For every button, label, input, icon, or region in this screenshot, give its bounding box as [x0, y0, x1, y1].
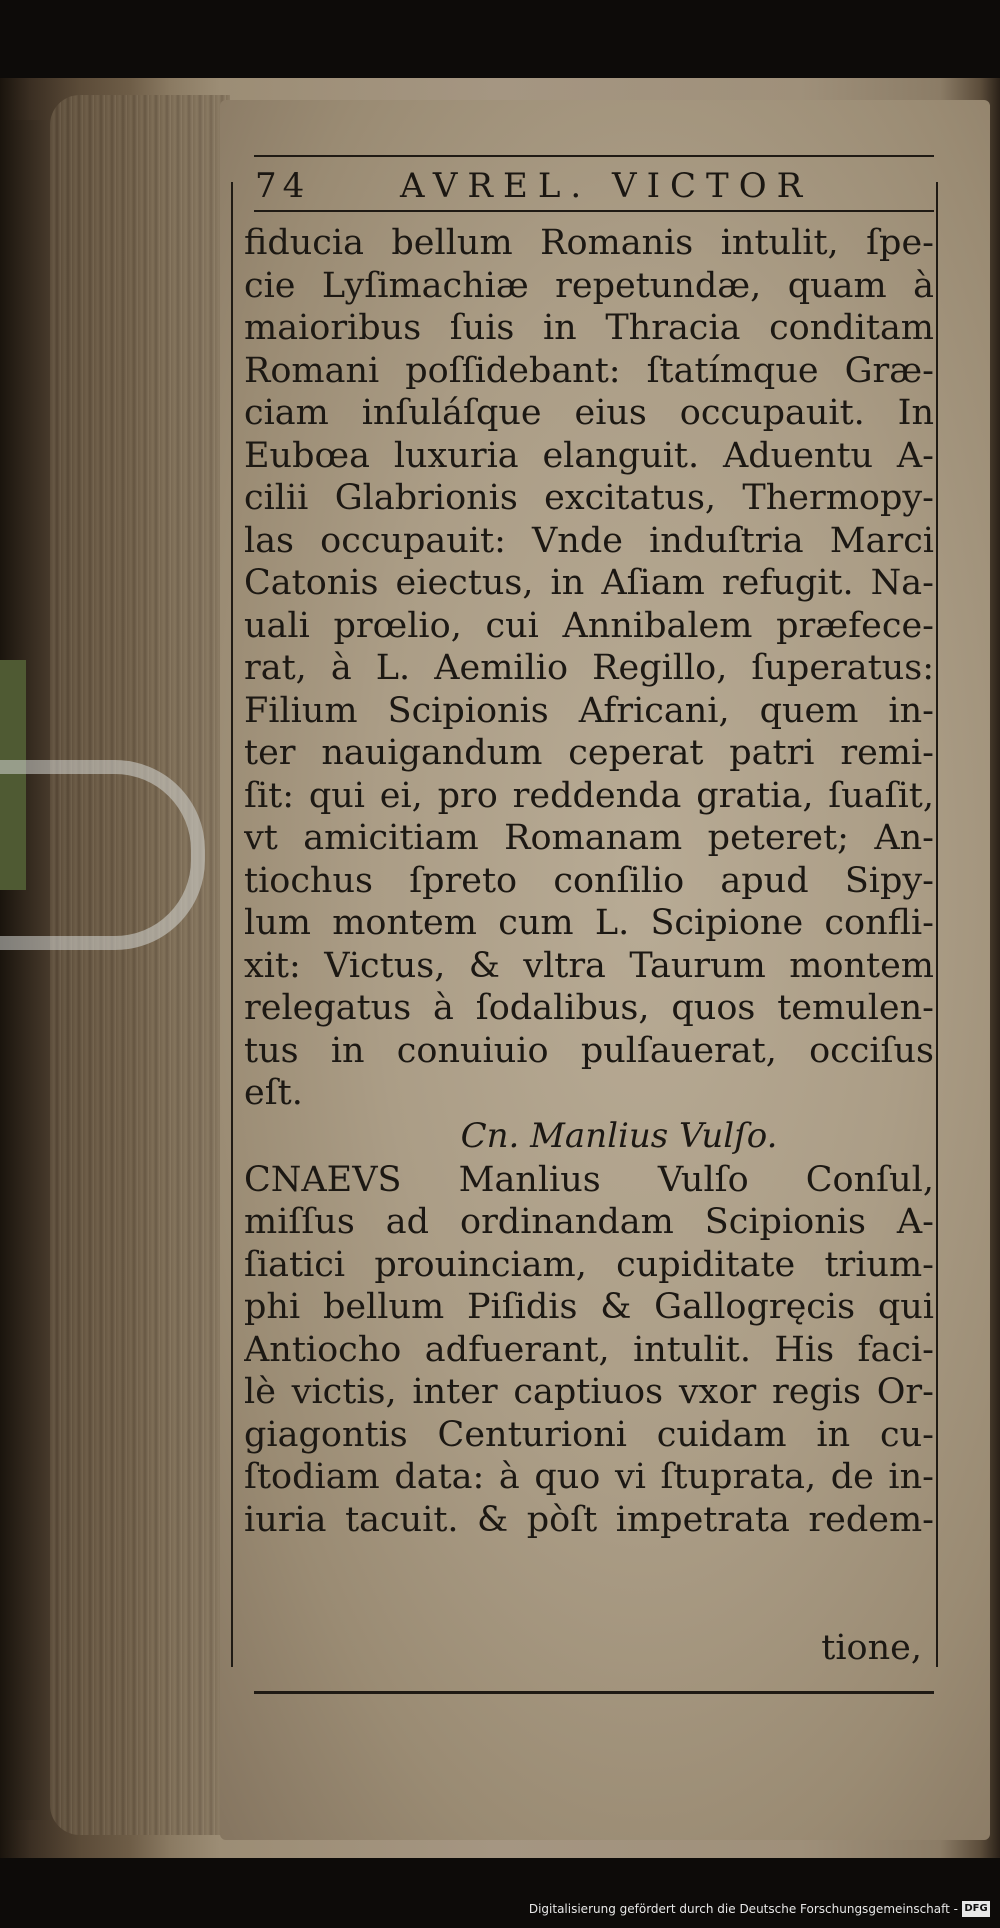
text-line: Antiocho adfuerant, intulit. His faci- [244, 1329, 934, 1370]
text-line: phi bellum Piſidis & Gallogręcis qui [244, 1287, 934, 1327]
text-line: ſiatici prouinciam, cupiditate trium- [244, 1244, 934, 1285]
text-line: rat, à L. Aemilio Regillo, ſuperatus: [244, 648, 934, 688]
text-line: miſſus ad ordinandam Scipionis A- [244, 1202, 934, 1242]
text-line: Filium Scipionis Africani, quem in- [244, 690, 934, 731]
text-line: lum montem cum L. Scipione confli- [244, 903, 934, 943]
text-line: ciam inſuláſque eius occupauit. In [244, 393, 934, 433]
running-title: AVREL. VICTOR [400, 166, 813, 206]
page-header [255, 166, 895, 210]
transparent-clip [0, 760, 205, 950]
bottom-rule [254, 1691, 934, 1694]
funding-credit: Digitalisierung gefördert durch die Deutsche Forschungsgemeinschaft - [528, 1902, 958, 1916]
text-line: lè victis, inter captiuos vxor regis Or- [244, 1372, 934, 1412]
header-rule [254, 210, 934, 212]
top-rule [254, 155, 934, 157]
text-line: Catonis eiectus, in Aſiam refugit. Na- [244, 563, 934, 603]
text-line: Romani poſſidebant: ſtatímque Græ- [244, 350, 934, 391]
text-line: las occupauit: Vnde induſtria Marci [244, 520, 934, 561]
text-line: ter nauigandum ceperat patri remi- [244, 733, 934, 773]
text-line: ſtodiam data: à quo vi ſtuprata, de in- [244, 1457, 934, 1497]
body-text [244, 222, 934, 1541]
text-line: ſit: qui ei, pro reddenda gratia, ſuaſit, [244, 775, 934, 816]
text-line: relegatus à ſodalibus, quos temulen- [244, 988, 934, 1028]
text-line: xit: Victus, & vltra Taurum montem [244, 945, 934, 986]
text-line: fiducia bellum Romanis intulit, ſpe- [244, 223, 934, 263]
text-line: tiochus ſpreto conſilio apud Sipy- [244, 860, 934, 901]
dfg-logo-icon: DFG [962, 1901, 990, 1917]
page-number: 74 [255, 166, 311, 206]
text-line: iuria tacuit. & pòſt impetrata redem- [244, 1499, 934, 1540]
text-line: eſt. [244, 1073, 303, 1113]
catchword: tione, [821, 1628, 922, 1668]
text-line: giagontis Centurioni cuidam in cu- [244, 1414, 934, 1455]
text-line: vt amicitiam Romanam peteret; An- [244, 818, 934, 858]
section-heading: Cn. Manlius Vulſo. [460, 1115, 778, 1156]
text-line: cie Lyſimachiæ repetundæ, quam à [244, 265, 934, 306]
footer-bar [0, 1898, 1000, 1928]
text-line: tus in conuiuio pulſauerat, occiſus [244, 1030, 934, 1071]
book-binding-edge [0, 120, 55, 1820]
text-line: maioribus ſuis in Thracia conditam [244, 308, 934, 348]
right-frame-rule [936, 182, 938, 1667]
text-line: Eubœa luxuria elanguit. Aduentu A- [244, 435, 934, 476]
text-line: CNAEVS Manlius Vulſo Conſul, [244, 1159, 934, 1200]
text-line: cilii Glabrionis excitatus, Thermopy- [244, 478, 934, 518]
text-line: uali prœlio, cui Annibalem præfece- [244, 605, 934, 646]
page-edges [50, 95, 230, 1835]
left-frame-rule [231, 182, 233, 1667]
